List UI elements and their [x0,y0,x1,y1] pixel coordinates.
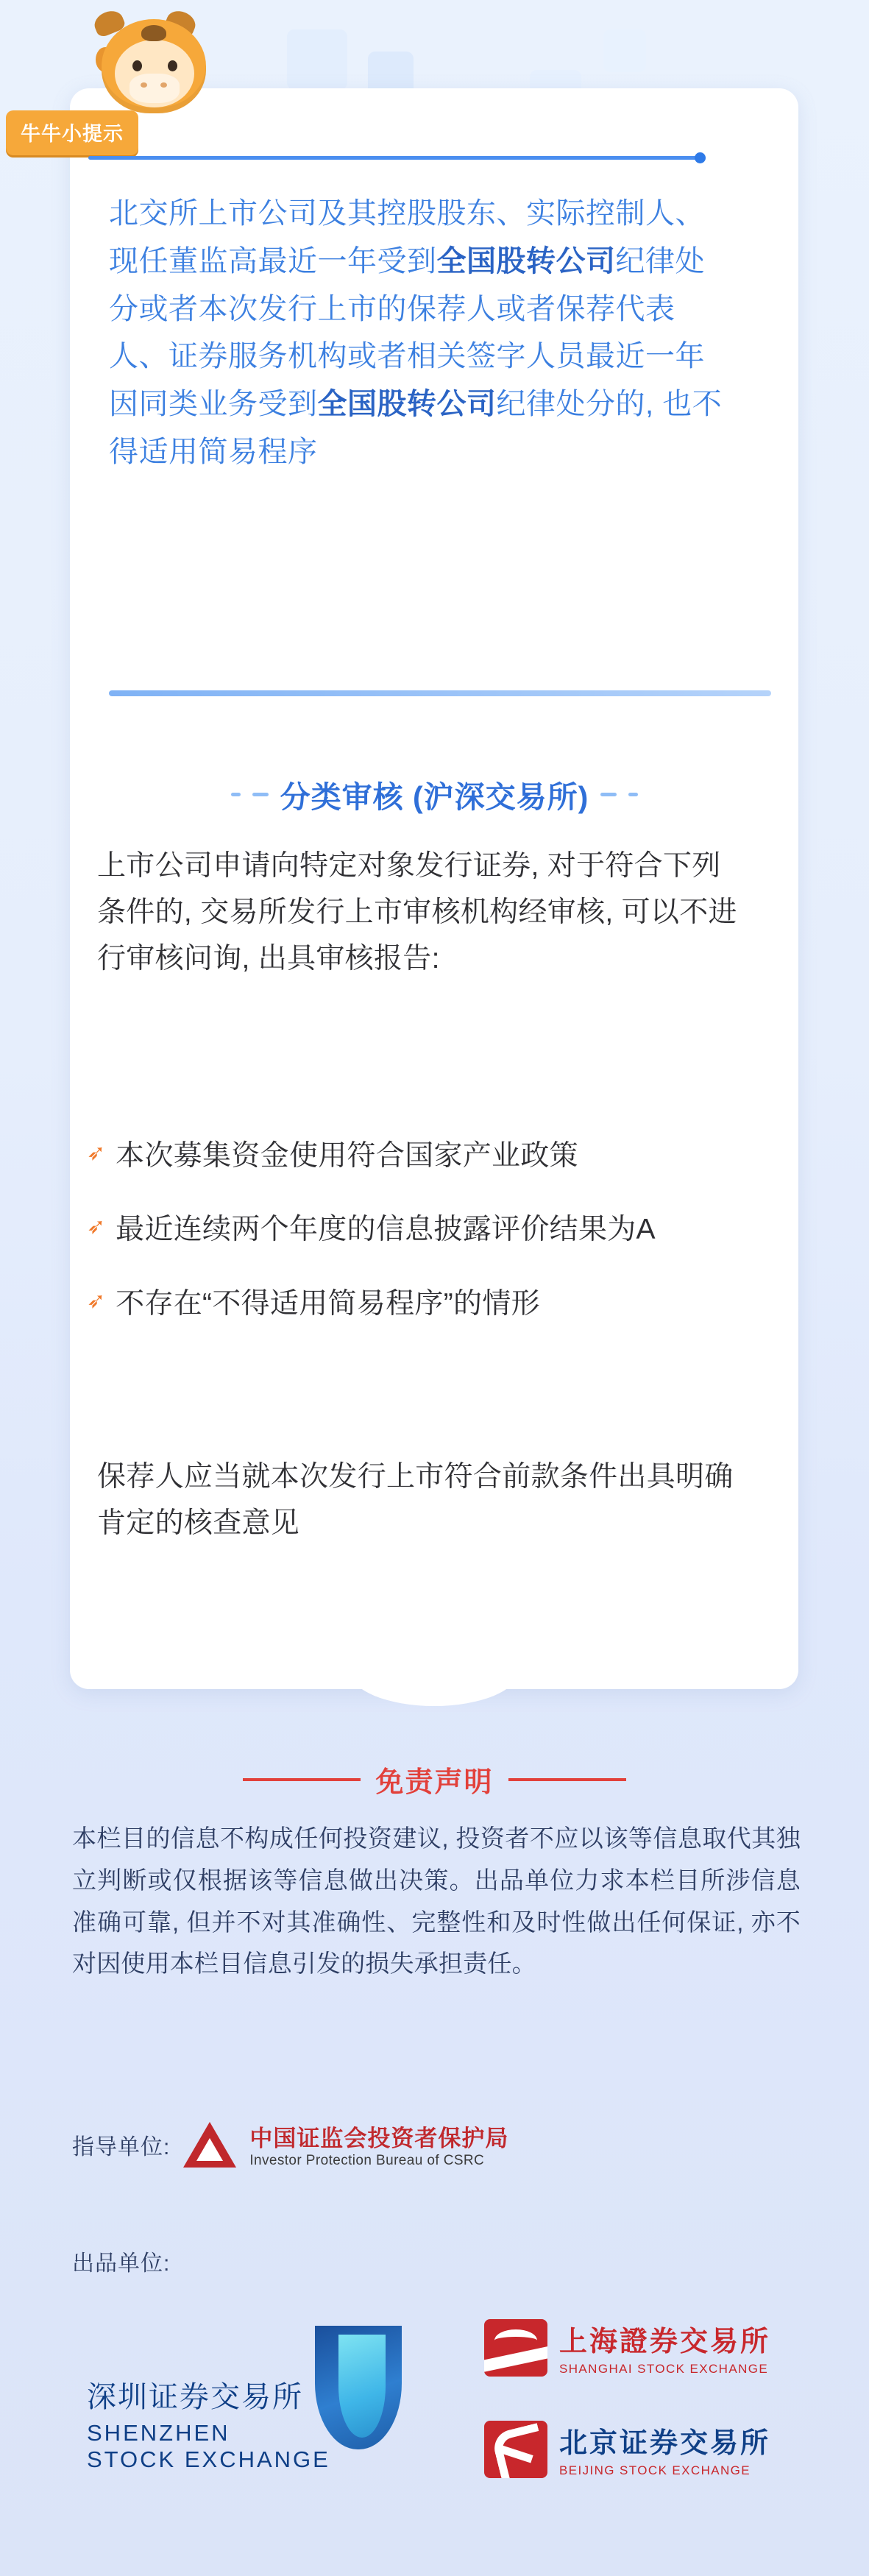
sse-name-cn: 上海證券交易所 [559,2326,771,2357]
producer-unit-block [72,2245,801,2539]
tip-part-3: 纪律处分或者本次发行上市的保荐人或者保荐代表人、证券服务机构或者相关签字人员最近一年因同类业务受到 [109,244,705,421]
tip-part-5: 纪律处分的, 也不得适用简易程序 [109,388,723,468]
decorative-square [603,29,646,72]
bse-logo [484,2420,770,2478]
cow-eye-right [168,60,177,71]
arrow-bullet-icon: ➶ [87,1141,106,1165]
cow-eye-left [132,60,142,71]
csrc-name-en: Investor Protection Bureau of CSRC [249,2153,485,2168]
dash-decor-left [252,793,269,796]
list-item-label: 最近连续两个年度的信息披露评价结果为A [116,1214,656,1246]
dash-decor-left-outer [231,793,241,796]
producer-unit-label: 出品单位: [72,2251,171,2276]
cow-forelock [141,25,166,41]
section-title: 分类审核 (沪深交易所) [280,780,589,814]
condition-list [87,1133,756,1355]
disclaimer-rule-left [243,1778,361,1781]
cow-nostril-right [160,82,167,88]
csrc-triangle-inner [196,2138,223,2161]
section-intro-text: 上市公司申请向特定对象发行证券, 对于符合下列条件的, 交易所发行上市审核机构经审核, 可以不进行审核问询, 出具审核报告: [97,850,737,975]
guiding-unit-block [72,2120,801,2201]
dash-decor-right-outer [628,793,638,796]
szse-name-cn: 深圳证券交易所 [87,2381,303,2413]
tip-paragraph [109,190,727,476]
sse-name-en: SHANGHAI STOCK EXCHANGE [559,2362,769,2376]
section-heading [0,773,869,816]
sse-logo [484,2318,770,2377]
divider-bottom [109,690,771,696]
szse-logo [87,2374,403,2473]
cow-nostril-left [141,82,147,88]
bse-logo-text [559,2420,770,2478]
list-item [87,1133,756,1179]
tip-badge: 牛牛小提示 [6,110,138,155]
bse-name-en: BEIJING STOCK EXCHANGE [559,2463,751,2477]
guiding-unit-label: 指导单位: [72,2134,171,2159]
sse-mark-icon [484,2319,547,2377]
csrc-logo-icon [183,2122,236,2168]
card-bottom-curve [70,1671,798,1715]
list-item-label: 本次募集资金使用符合国家产业政策 [116,1140,578,1172]
list-item [87,1281,756,1327]
bse-mark-icon [484,2421,547,2478]
cow-muzzle [130,74,180,103]
szse-name-en-line1: SHENZHEN [87,2420,230,2446]
tip-part-1: 北交所上市公司及其控股股东、实际控制人、现任董监高最近一年受到 [109,197,705,277]
list-item-label: 不存在“不得适用简易程序”的情形 [116,1287,540,1320]
disclaimer-rule-right [508,1778,626,1781]
arrow-bullet-icon: ➶ [87,1288,106,1313]
dash-decor-right [600,793,617,796]
divider-top [88,156,699,160]
exchange-logos [72,2296,801,2539]
arrow-bullet-icon: ➶ [87,1214,106,1239]
disclaimer-body: 本栏目的信息不构成任何投资建议, 投资者不应以该等信息取代其独立判断或仅根据该等信息做出决策。出品单位力求本栏目所涉信息准确可靠, 但并不对其准确性、完整性和及时性做出任何保证, 亦不对因使用本栏目信息引发的损失承担责任。 [72,1825,801,1978]
section-closing-text: 保荐人应当就本次发行上市符合前款条件出具明确肯定的核查意见 [97,1461,734,1540]
sse-logo-text [559,2318,770,2377]
tip-part-4-bold: 全国股转公司 [317,388,497,421]
szse-name-en-line2: STOCK EXCHANGE [87,2446,330,2472]
list-item [87,1207,756,1253]
csrc-logo-text [249,2120,508,2169]
tip-part-2-bold: 全国股转公司 [436,244,616,277]
disclaimer-title: 免责声明 [375,1767,494,1798]
bse-name-cn: 北京证券交易所 [559,2428,771,2459]
disclaimer-heading [0,1759,869,1800]
csrc-name-cn: 中国证监会投资者保护局 [249,2126,509,2151]
decorative-square [287,29,347,90]
